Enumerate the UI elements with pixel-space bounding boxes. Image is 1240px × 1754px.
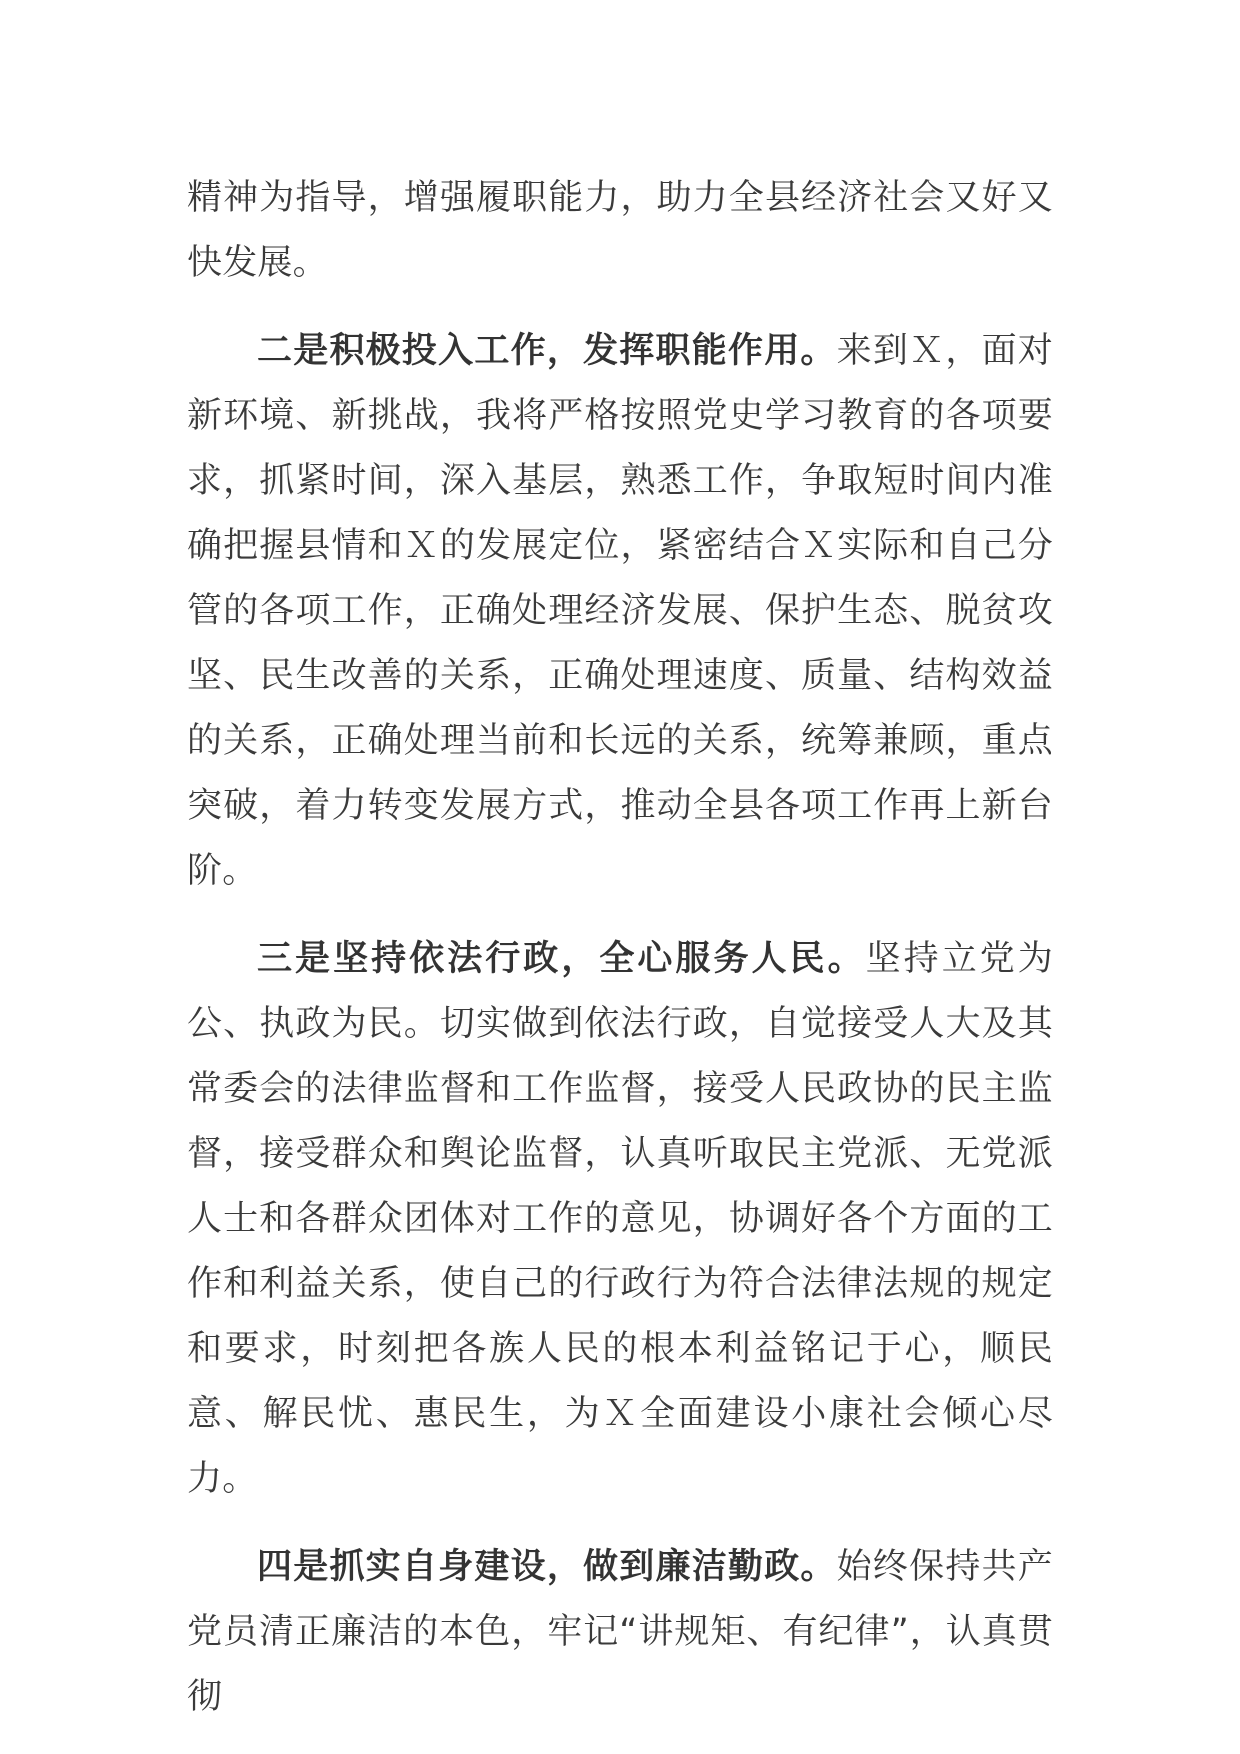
paragraph-point-two (187, 319, 1053, 904)
paragraph-heading: 二是积极投入工作，发挥职能作用。 (257, 331, 837, 371)
paragraph-text: 来到Ｘ，面对新环境、新挑战，我将严格按照党史学习教育的各项要求，抓紧时间，深入基层，熟悉工作，争取短时间内准确把握县情和Ｘ的发展定位，紧密结合Ｘ实际和自己分管的各项工作，正确处理经济发展、保护生态、脱贫攻坚、民生改善的关系，正确处理速度、质量、结构效益的关系，正确处理当前和长远的关系，统筹兼顾，重点突破，着力转变发展方式，推动全县各项工作再上新台阶。 (187, 331, 1053, 891)
paragraph-heading: 四是抓实自身建设，做到廉洁勤政。 (257, 1547, 837, 1587)
paragraph-point-four (187, 1535, 1053, 1730)
paragraph-continuation (187, 166, 1053, 296)
paragraph-text: 始终保持共产党员清正廉洁的本色，牢记“讲规矩、有纪律”，认真贯彻 (187, 1547, 1053, 1717)
paragraph-heading: 三是坚持依法行政，全心服务人民。 (257, 939, 866, 979)
document-page (187, 166, 1053, 1753)
paragraph-text: 精神为指导，增强履职能力，助力全县经济社会又好又快发展。 (187, 178, 1053, 283)
paragraph-point-three (187, 927, 1053, 1512)
paragraph-text: 坚持立党为公、执政为民。切实做到依法行政，自觉接受人大及其常委会的法律监督和工作监督，接受人民政协的民主监督，接受群众和舆论监督，认真听取民主党派、无党派人士和各群众团体对工作的意见，协调好各个方面的工作和利益关系，使自己的行政行为符合法律法规的规定和要求，时刻把各族人民的根本利益铭记于心，顺民意、解民忧、惠民生，为Ｘ全面建设小康社会倾心尽力。 (187, 939, 1053, 1499)
